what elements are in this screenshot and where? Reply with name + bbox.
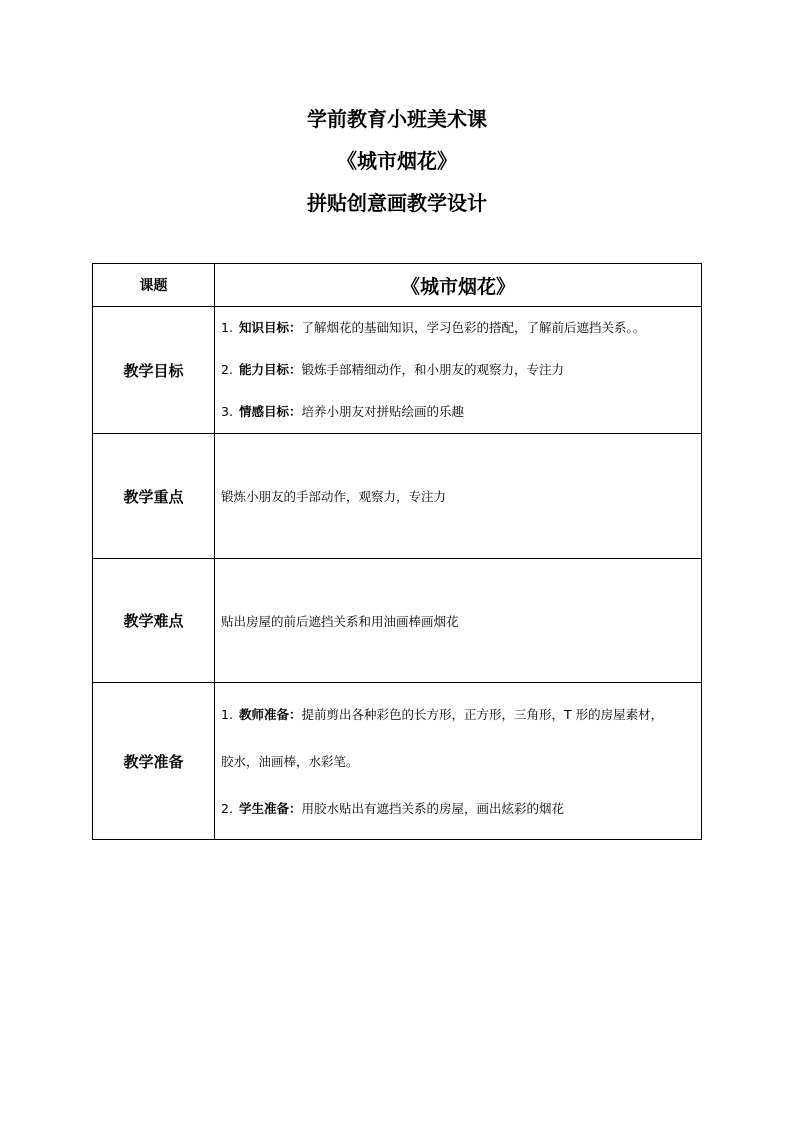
prep-content bbox=[215, 683, 702, 840]
subject-value: 《城市烟花》 bbox=[215, 264, 702, 307]
goals-label: 教学目标 bbox=[93, 307, 215, 434]
prep-teacher: 1. 教师准备：提前剪出各种彩色的长方形，正方形，三角形，T 形的房屋素材， bbox=[221, 706, 664, 722]
table-row-subject bbox=[93, 264, 702, 307]
table-row-prep bbox=[93, 683, 702, 840]
document-title-line2: 《城市烟花》 bbox=[337, 149, 457, 173]
subject-label: 课题 bbox=[93, 264, 215, 307]
goal-item-emotion: 3. 情感目标：培养小朋友对拼贴绘画的乐趣 bbox=[221, 404, 464, 419]
table-row-goals bbox=[93, 307, 702, 434]
document-title-line3: 拼贴创意画教学设计 bbox=[307, 191, 487, 215]
goals-content bbox=[215, 307, 702, 434]
focus-content: 锻炼小朋友的手部动作，观察力，专注力 bbox=[215, 434, 702, 559]
difficulty-content: 贴出房屋的前后遮挡关系和用油画棒画烟花 bbox=[215, 559, 702, 683]
lesson-plan-table bbox=[92, 263, 702, 840]
table-row-difficulty bbox=[93, 559, 702, 683]
focus-label: 教学重点 bbox=[93, 434, 215, 559]
difficulty-label: 教学难点 bbox=[93, 559, 215, 683]
goal-item-knowledge: 1. 知识目标：了解烟花的基础知识，学习色彩的搭配，了解前后遮挡关系。。 bbox=[221, 320, 646, 335]
prep-label: 教学准备 bbox=[93, 683, 215, 840]
prep-teacher-continued: 胶水，油画棒，水彩笔。 bbox=[221, 753, 359, 769]
goal-item-ability: 2. 能力目标：锻炼手部精细动作，和小朋友的观察力，专注力 bbox=[221, 362, 564, 377]
prep-student: 2. 学生准备：用胶水贴出有遮挡关系的房屋，画出炫彩的烟花 bbox=[221, 800, 564, 816]
document-title-line1: 学前教育小班美术课 bbox=[307, 107, 487, 131]
table-row-focus bbox=[93, 434, 702, 559]
